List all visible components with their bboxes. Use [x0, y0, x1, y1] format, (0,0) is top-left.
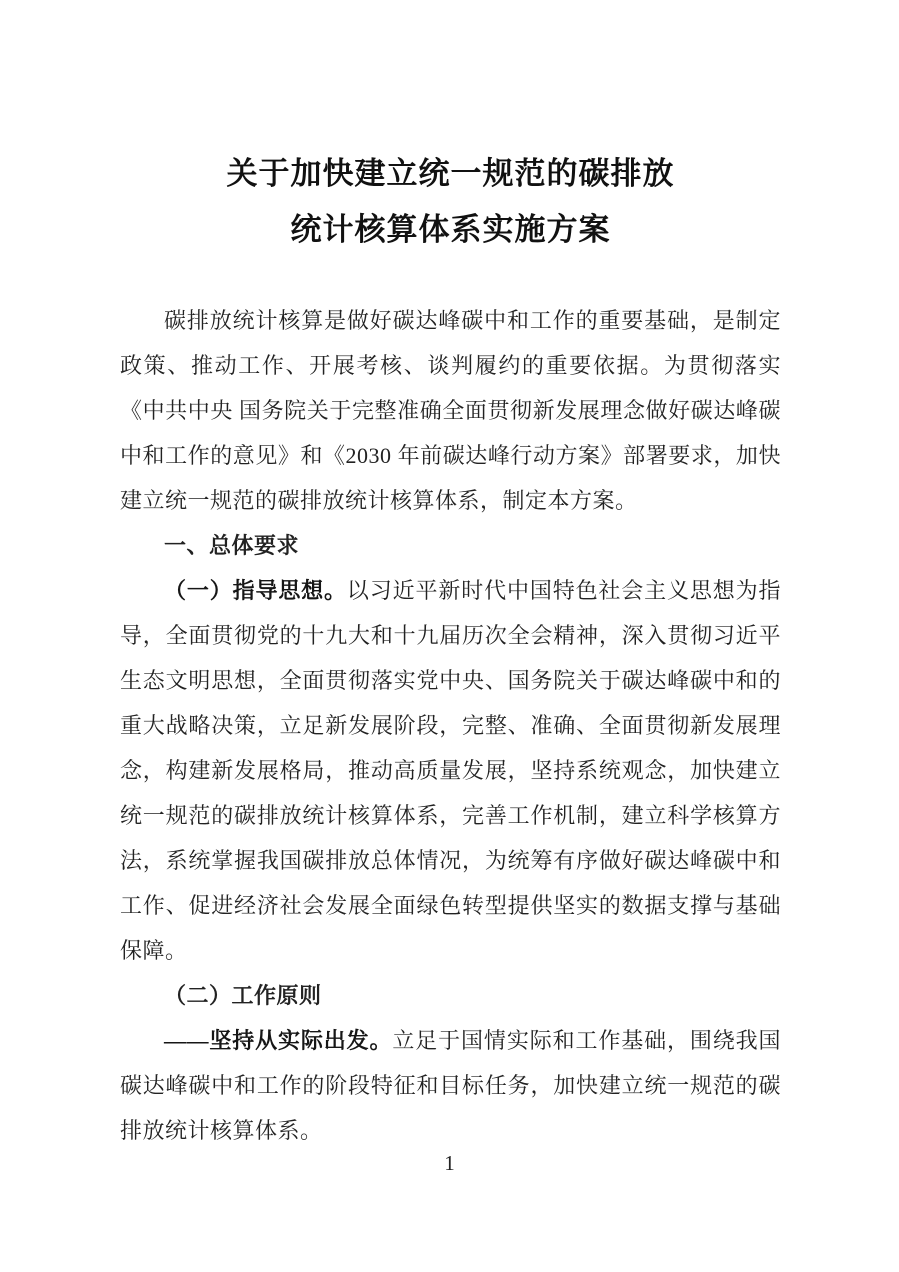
paragraph-principle-practical [120, 1018, 781, 1153]
paragraph-guiding-thought [120, 568, 781, 973]
page-number: 1 [444, 1151, 455, 1175]
document-title-line-1: 关于加快建立统一规范的碳排放 [226, 156, 675, 191]
document-body [120, 298, 781, 1153]
intro-paragraph: 碳排放统计核算是做好碳达峰碳中和工作的重要基础，是制定政策、推动工作、开展考核、谈判履约的重要依据。为贯彻落实《中共中央 国务院关于完整准确全面贯彻新发展理念做好碳达峰碳中和工作的意见》和《2030 年前碳达峰行动方案》部署要求，加快建立统一规范的碳排放统计核算体系，制定本方案。 [120, 308, 781, 513]
section-heading-overall-requirements: 一、总体要求 [164, 533, 300, 558]
document-title [120, 146, 781, 258]
subsection-heading-work-principles: （二）工作原则 [164, 983, 322, 1008]
principle-practical-lead: ——坚持从实际出发。 [164, 1028, 393, 1053]
guiding-thought-body: 以习近平新时代中国特色社会主义思想为指导，全面贯彻党的十九大和十九届历次全会精神，深入贯彻习近平生态文明思想，全面贯彻落实党中央、国务院关于碳达峰碳中和的重大战略决策，立足新发展阶段，完整、准确、全面贯彻新发展理念，构建新发展格局，推动高质量发展，坚持系统观念，加快建立统一规范的碳排放统计核算体系，完善工作机制，建立科学核算方法，系统掌握我国碳排放总体情况，为统筹有序做好碳达峰碳中和工作、促进经济社会发展全面绿色转型提供坚实的数据支撑与基础保障。 [120, 578, 781, 963]
guiding-thought-lead: （一）指导思想。 [164, 578, 347, 603]
principle-practical-body: 立足于国情实际和工作基础，围绕我国碳达峰碳中和工作的阶段特征和目标任务，加快建立统一规范的碳排放统计核算体系。 [120, 1028, 781, 1143]
document-title-line-2: 统计核算体系实施方案 [290, 212, 611, 247]
